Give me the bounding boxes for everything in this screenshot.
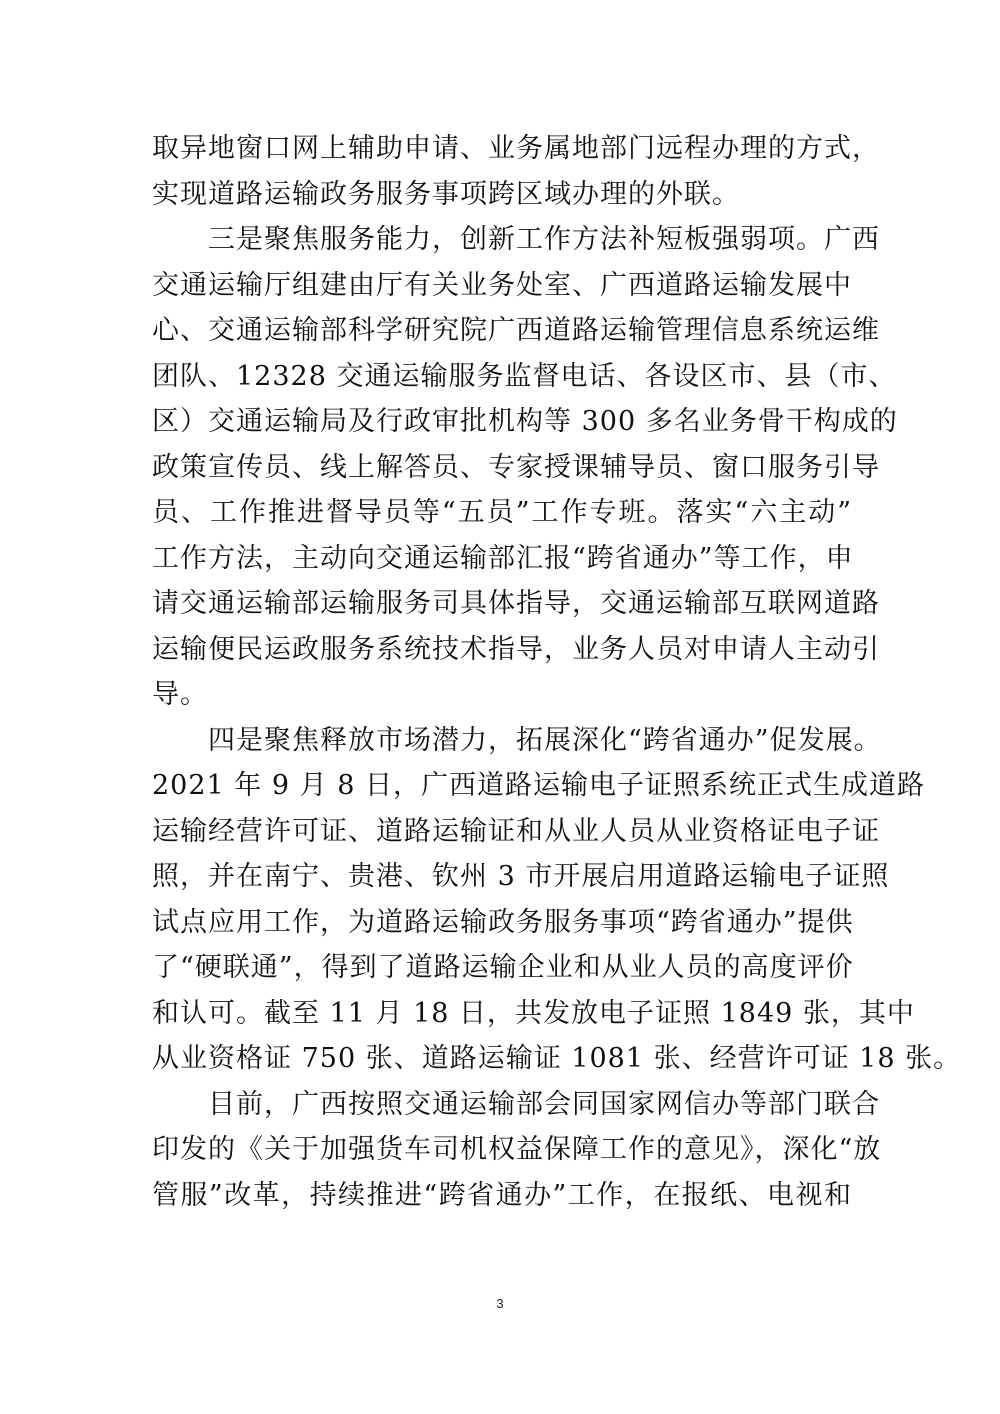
body-text [152, 126, 962, 1218]
text-line: 团队、12328 交通运输服务监督电话、各设区市、县（市、 [152, 360, 897, 392]
text-line: 交通运输厅组建由厅有关业务处室、广西道路运输发展中 [152, 269, 852, 301]
text-line: 运输便民运政服务系统技术指导，业务人员对申请人主动引 [152, 633, 880, 665]
paragraph-start-line: 目前，广西按照交通运输部会同国家网信办等部门联合 [208, 1088, 880, 1120]
text-line: 取异地窗口网上辅助申请、业务属地部门远程办理的方式， [152, 133, 880, 164]
text-line: 从业资格证 750 张、道路运输证 1081 张、经营许可证 18 张。 [152, 1043, 962, 1074]
text-line: 员、工作推进督导员等“五员”工作专班。落实“六主动” [152, 497, 852, 528]
text-line: 运输经营许可证、道路运输证和从业人员从业资格证电子证 [152, 815, 880, 847]
text-line: 和认可。截至 11 月 18 日，共发放电子证照 1849 张，其中 [152, 997, 915, 1029]
paragraph-start-line: 三是聚焦服务能力，创新工作方法补短板强弱项。广西 [208, 224, 880, 255]
page-number: 3 [496, 1296, 504, 1311]
text-line: 导。 [152, 679, 208, 710]
text-line: 2021 年 9 月 8 日，广西道路运输电子证照系统正式生成道路 [152, 770, 925, 801]
text-line: 政策宣传员、线上解答员、专家授课辅导员、窗口服务引导 [152, 451, 880, 483]
text-line: 照，并在南宁、贵港、钦州 3 市开展启用道路运输电子证照 [152, 861, 890, 892]
text-line: 印发的《关于加强货车司机权益保障工作的意见》，深化“放 [152, 1134, 882, 1165]
text-line: 区）交通运输局及行政审批机构等 300 多名业务骨干构成的 [152, 406, 898, 437]
text-line: 实现道路运输政务服务事项跨区域办理的外联。 [152, 178, 740, 210]
text-line: 了“硬联通”，得到了道路运输企业和从业人员的高度评价 [152, 952, 854, 983]
text-line: 心、交通运输部科学研究院广西道路运输管理信息系统运维 [152, 315, 880, 346]
text-line: 请交通运输部运输服务司具体指导，交通运输部互联网道路 [152, 588, 880, 619]
text-line: 工作方法，主动向交通运输部汇报“跨省通办”等工作，申 [152, 542, 854, 574]
text-line: 管服”改革，持续推进“跨省通办”工作，在报纸、电视和 [152, 1179, 852, 1211]
paragraph-start-line: 四是聚焦释放市场潜力，拓展深化“跨省通办”促发展。 [208, 724, 882, 756]
text-line: 试点应用工作，为道路运输政务服务事项“跨省通办”提供 [152, 906, 854, 938]
